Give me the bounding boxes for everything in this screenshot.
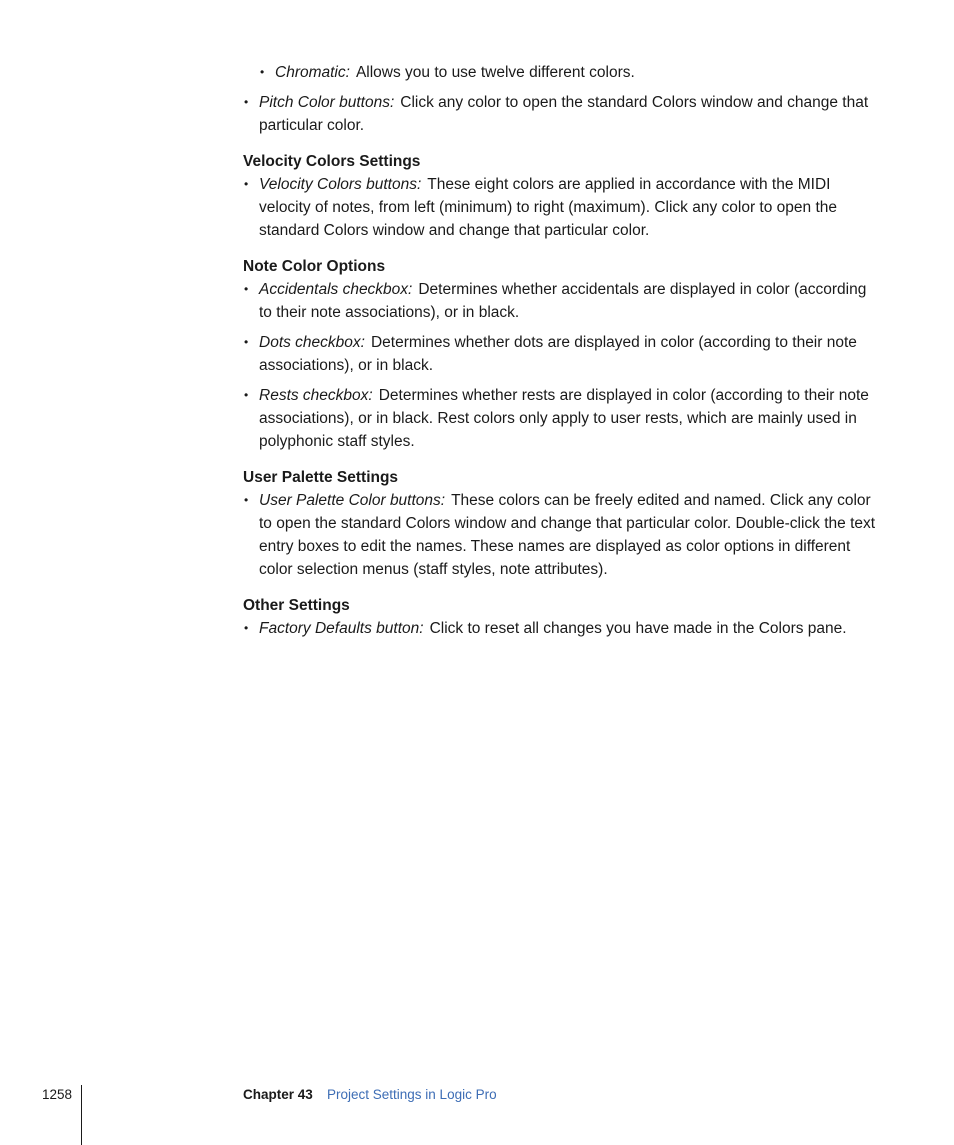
bullet-icon: • [244, 177, 249, 191]
page-number: 1258 [42, 1087, 73, 1102]
bullet-icon: • [244, 95, 249, 109]
item-description: Determines whether accidentals are displayed in color (according to their note associations), or in black. [259, 281, 867, 321]
footer-divider [81, 1085, 82, 1145]
item-description: Determines whether rests are displayed in color (according to their note associations), or in black. Rest colors only apply to user rests, which are mainly used in polyphonic staff styles. [259, 387, 869, 450]
item-term: Accidentals checkbox: [259, 281, 413, 298]
section-heading: Note Color Options [243, 258, 386, 275]
item-term: Chromatic: [275, 64, 350, 81]
bullet-icon: • [244, 493, 249, 507]
section-heading: User Palette Settings [243, 469, 399, 486]
bullet-icon: • [260, 65, 265, 79]
bullet-icon: • [244, 335, 249, 349]
list-item [243, 331, 883, 377]
section-heading: Velocity Colors Settings [243, 153, 421, 170]
item-term: Velocity Colors buttons: [259, 176, 422, 193]
list-item [243, 173, 883, 242]
item-term: Pitch Color buttons: [259, 94, 395, 111]
item-term: Rests checkbox: [259, 387, 373, 404]
item-description: These colors can be freely edited and named. Click any color to open the standard Colors window and change that particular color. Double-click the text entry boxes to edit the names. These names are displayed as color options in different color selection menus (staff styles, note attributes). [259, 492, 876, 578]
bullet-icon: • [244, 282, 249, 296]
list-item [243, 91, 883, 137]
chapter-title-link[interactable]: Project Settings in Logic Pro [327, 1087, 497, 1102]
page-body [243, 61, 883, 647]
item-term: User Palette Color buttons: [259, 492, 446, 509]
item-term: Dots checkbox: [259, 334, 365, 351]
item-description: Allows you to use twelve different colors. [355, 64, 635, 81]
list-item [243, 489, 883, 581]
list-item [243, 278, 883, 324]
list-item [243, 617, 883, 640]
item-description: Click to reset all changes you have made in the Colors pane. [429, 620, 847, 637]
list-item [259, 61, 883, 84]
bullet-icon: • [244, 388, 249, 402]
item-term: Factory Defaults button: [259, 620, 424, 637]
item-description: Determines whether dots are displayed in color (according to their note associations), or in black. [259, 334, 857, 374]
section-heading: Other Settings [243, 597, 350, 614]
chapter-label: Chapter 43 [243, 1087, 313, 1102]
item-description: Click any color to open the standard Colors window and change that particular color. [259, 94, 869, 134]
bullet-icon: • [244, 621, 249, 635]
list-item [243, 384, 883, 453]
item-description: These eight colors are applied in accordance with the MIDI velocity of notes, from left (minimum) to right (maximum). Click any color to open the standard Colors window and change that particular color. [259, 176, 837, 239]
